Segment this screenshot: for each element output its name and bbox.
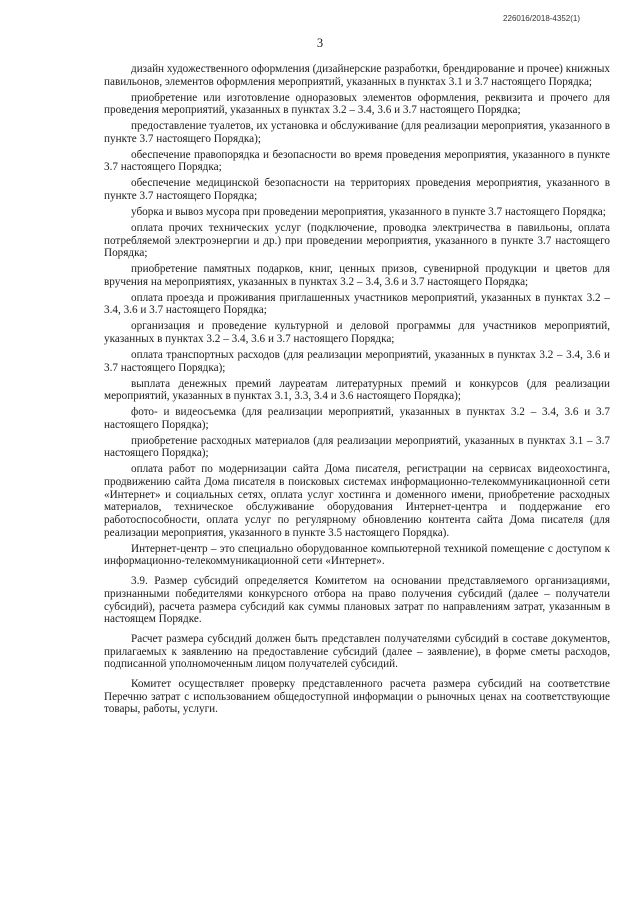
paragraph: оплата проезда и проживания приглашенных участников мероприятий, указанных в пунктах 3.2 – 3.4, 3.6 и 3.7 настоящего Порядка;: [104, 291, 610, 317]
paragraph: оплата прочих технических услуг (подключение, проводка электричества в павильоны, оплата потребляемой электроэнергии и др.) при проведении мероприятия, указанного в пункте 3.7 настоящего Порядка;: [104, 221, 610, 260]
paragraph: предоставление туалетов, их установка и обслуживание (для реализации мероприятия, указанного в пункте 3.7 настоящего Порядка);: [104, 120, 610, 145]
paragraph: оплата транспортных расходов (для реализации мероприятий, указанных в пунктах 3.2 – 3.4, 3.6 и 3.7 настоящего Порядка);: [104, 348, 610, 374]
paragraph: организация и проведение культурной и деловой программы для участников мероприятий, указанных в пунктах 3.2 – 3.4, 3.6 и 3.7 настоящего Порядка;: [104, 320, 610, 346]
paragraph: фото- и видеосъемка (для реализации мероприятий, указанных в пунктах 3.2 – 3.4, 3.6 и 3.7 настоящего Порядка);: [104, 406, 610, 431]
paragraph: выплата денежных премий лауреатам литературных премий и конкурсов (для реализации мероприятий, указанных в пунктах 3.1, 3.3, 3.4 и 3.6 настоящего Порядка);: [104, 377, 610, 403]
paragraph-section-3-9: 3.9. Размер субсидий определяется Комитетом на основании представляемого организациями, признанными победителями конкурсного отбора на право получения субсидий (далее – получатели субсидий), расчета размера субсидий как суммы плановых затрат по направлениям затрат, указанным в настоящем Порядке.: [104, 575, 610, 626]
paragraph: Комитет осуществляет проверку представленного расчета размера субсидий на соответствие Перечню затрат с использованием общедоступной информации о рыночных ценах на соответствующие товары, работы, услуги.: [104, 678, 610, 716]
paragraph: уборка и вывоз мусора при проведении мероприятия, указанного в пункте 3.7 настоящего Порядка;: [131, 205, 606, 218]
paragraph: Интернет-центр – это специально оборудованное компьютерной техникой помещение с доступом к информационно-телекоммуникационной сети «Интернет».: [104, 542, 610, 568]
document-body: [104, 63, 610, 719]
document-id: 226016/2018-4352(1): [503, 14, 580, 23]
paragraph: дизайн художественного оформления (дизайнерские разработки, брендирование и прочее) книжных павильонов, элементов оформления мероприятий, указанных в пунктах 3.1 и 3.7 настоящего Порядка;: [104, 63, 610, 88]
paragraph: обеспечение медицинской безопасности на территориях проведения мероприятия, указанного в пункте 3.7 настоящего Порядка;: [104, 177, 610, 203]
paragraph: приобретение памятных подарков, книг, ценных призов, сувенирной продукции и цветов для вручения на мероприятиях, указанных в пунктах 3.2 – 3.4, 3.6 и 3.7 настоящего Порядка;: [104, 263, 610, 288]
paragraph: оплата работ по модернизации сайта Дома писателя, регистрации на сервисах видеохостинга, продвижению сайта Дома писателя в поисковых системах информационно-телекоммуникационной сети «Интернет» и социальных сетях, оплата услуг хостинга и доменного имени, приобретение расходных материалов, техническое обслуживание оборудования Интернет-центра и поддержание его работоспособности, оплата услуг по регулярному обновлению контента сайта Дома писателя (для реализации мероприятия, указанного в пункте 3.5 настоящего Порядка).: [104, 463, 610, 539]
paragraph: приобретение или изготовление одноразовых элементов оформления, реквизита и прочего для проведения мероприятий, указанных в пунктах 3.2 – 3.4, 3.6 и 3.7 настоящего Порядка;: [104, 91, 610, 117]
paragraph: Расчет размера субсидий должен быть представлен получателями субсидий в составе документов, прилагаемых к заявлению на предоставление субсидий (далее – заявление), в форме сметы расходов, подписанной уполномоченным лицом получателей субсидий.: [104, 632, 610, 671]
paragraph: приобретение расходных материалов (для реализации мероприятий, указанных в пунктах 3.1 – 3.7 настоящего Порядка);: [104, 434, 610, 460]
page-number: 3: [316, 36, 324, 50]
paragraph: обеспечение правопорядка и безопасности во время проведения мероприятия, указанного в пункте 3.7 настоящего Порядка;: [104, 148, 610, 174]
